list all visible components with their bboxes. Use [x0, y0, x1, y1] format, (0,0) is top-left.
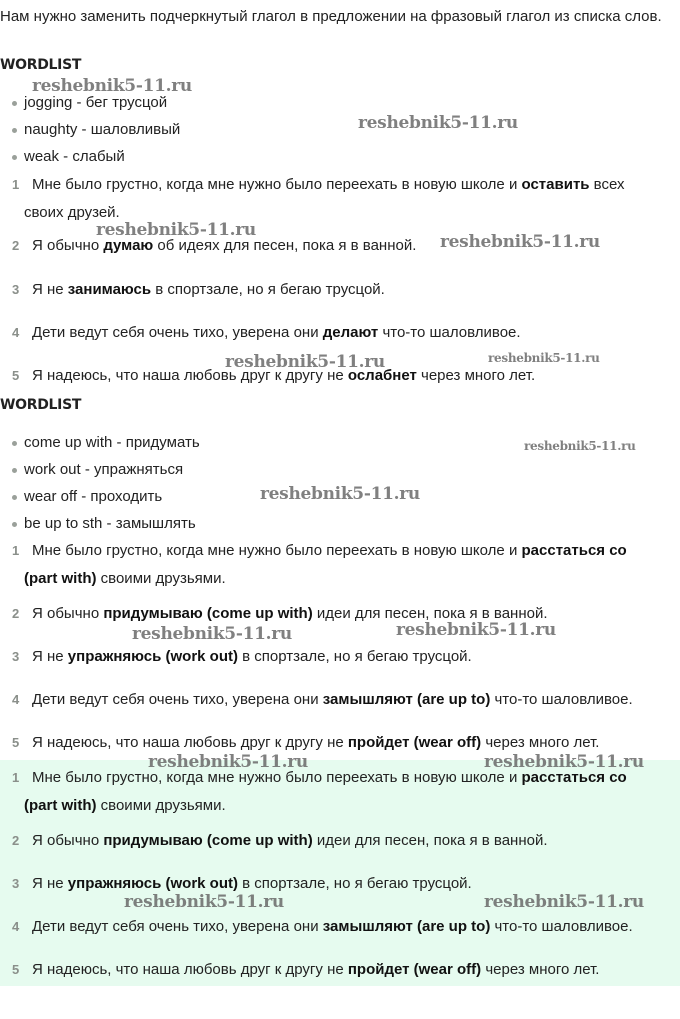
exercise-1-item-1: 1 Мне было грустно, когда мне нужно было переехать в новую школе и оставить всех своих друзей.	[12, 176, 625, 221]
bullet-icon	[12, 155, 17, 160]
task-instruction: Нам нужно заменить подчеркнутый глагол в предложении на фразовый глагол из списка слов.	[0, 8, 662, 25]
bullet-icon	[12, 128, 17, 133]
exercise-2-item-2: 2 Я обычно придумываю (come up with) идеи для песен, пока я в ванной.	[12, 605, 548, 622]
watermark: reshebnik5-11.ru	[440, 232, 600, 252]
list-item: come up with - придумать	[12, 433, 200, 453]
exercise-2-item-3: 3 Я не упражняюсь (work out) в спортзале, но я бегаю трусцой.	[12, 648, 472, 665]
wordlist-title-1: WORDLIST	[0, 57, 82, 73]
exercise-3-item-5: 5 Я надеюсь, что наша любовь друг к другу не пройдет (wear off) через много лет.	[12, 961, 600, 978]
watermark: reshebnik5-11.ru	[484, 752, 644, 772]
list-item: naughty - шаловливый	[12, 120, 180, 140]
watermark: reshebnik5-11.ru	[32, 76, 192, 96]
bullet-icon	[12, 468, 17, 473]
bullet-icon	[12, 101, 17, 106]
watermark: reshebnik5-11.ru	[225, 352, 385, 372]
list-item: jogging - бег трусцой	[12, 93, 167, 113]
exercise-1-item-5: 5 Я надеюсь, что наша любовь друг к другу не ослабнет через много лет.	[12, 367, 536, 384]
watermark: reshebnik5-11.ru	[484, 892, 644, 912]
watermark: reshebnik5-11.ru	[96, 220, 256, 240]
exercise-1-item-2: 2 Я обычно думаю об идеях для песен, пока я в ванной.	[12, 237, 417, 254]
watermark: reshebnik5-11.ru	[396, 620, 556, 640]
watermark: reshebnik5-11.ru	[488, 351, 600, 365]
bullet-icon	[12, 441, 17, 446]
exercise-3-item-1: 1 Мне было грустно, когда мне нужно было переехать в новую школе и расстаться со (part with) своими друзьями.	[12, 769, 627, 814]
list-item: weak - слабый	[12, 147, 125, 167]
watermark: reshebnik5-11.ru	[124, 892, 284, 912]
watermark: reshebnik5-11.ru	[148, 752, 308, 772]
exercise-3-item-2: 2 Я обычно придумываю (come up with) идеи для песен, пока я в ванной.	[12, 832, 548, 849]
exercise-2-item-1: 1 Мне было грустно, когда мне нужно было переехать в новую школе и расстаться со (part with) своими друзьями.	[12, 542, 627, 587]
bullet-icon	[12, 495, 17, 500]
watermark: reshebnik5-11.ru	[358, 113, 518, 133]
list-item: be up to sth - замышлять	[12, 514, 196, 534]
wordlist-title-2: WORDLIST	[0, 397, 82, 413]
list-item: wear off - проходить	[12, 487, 162, 507]
exercise-3-item-3: 3 Я не упражняюсь (work out) в спортзале, но я бегаю трусцой.	[12, 875, 472, 892]
watermark: reshebnik5-11.ru	[132, 624, 292, 644]
exercise-1-item-4: 4 Дети ведут себя очень тихо, уверена они делают что-то шаловливое.	[12, 324, 521, 341]
exercise-1-item-3: 3 Я не занимаюсь в спортзале, но я бегаю трусцой.	[12, 281, 385, 298]
exercise-2-item-5: 5 Я надеюсь, что наша любовь друг к другу не пройдет (wear off) через много лет.	[12, 734, 600, 751]
exercise-3-item-4: 4 Дети ведут себя очень тихо, уверена они замышляют (are up to) что-то шаловливое.	[12, 918, 633, 935]
list-item: work out - упражняться	[12, 460, 183, 480]
exercise-2-item-4: 4 Дети ведут себя очень тихо, уверена они замышляют (are up to) что-то шаловливое.	[12, 691, 633, 708]
bullet-icon	[12, 522, 17, 527]
watermark: reshebnik5-11.ru	[260, 484, 420, 504]
watermark: reshebnik5-11.ru	[524, 439, 636, 453]
